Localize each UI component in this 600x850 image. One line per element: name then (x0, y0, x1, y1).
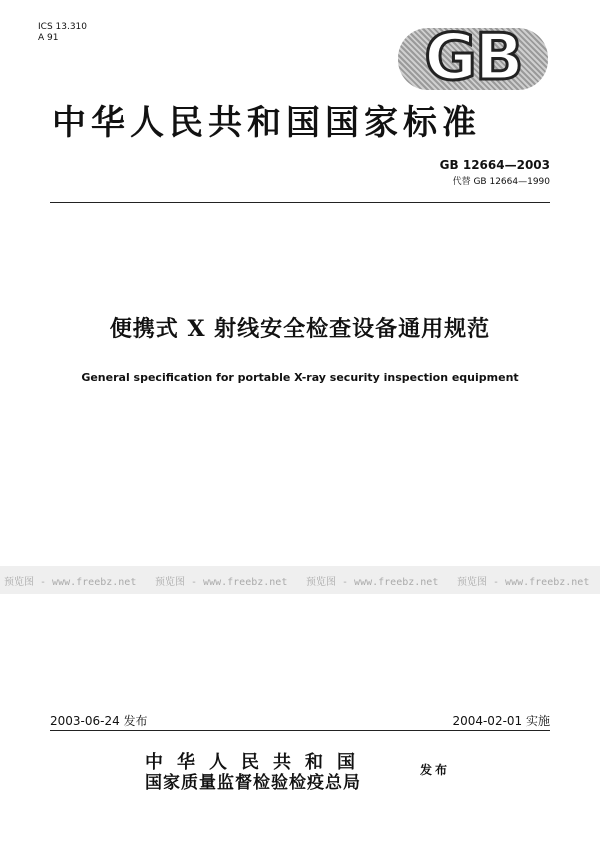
watermark-text: 预览图 - www.freebz.net (306, 577, 439, 588)
issue-date: 2003-06-24 发布 (50, 714, 148, 728)
header-divider (50, 202, 550, 203)
watermark-text: 预览图 - www.freebz.net (4, 577, 137, 588)
document-title-cn: 便携式 X 射线安全检查设备通用规范 (109, 316, 491, 342)
document-title-en: General specification for portable X-ray security inspection equipment (81, 371, 519, 384)
implementation-date: 2004-02-01 实施 (452, 714, 550, 728)
replaced-standard: 代替 GB 12664—1990 (452, 177, 550, 187)
issuer-agency: 国家质量监督检验检疫总局 (145, 773, 361, 793)
gb-logo (398, 22, 548, 94)
issuer-action: 发布 (420, 763, 451, 777)
watermark-text: 预览图 - www.freebz.net (155, 577, 288, 588)
watermark-band (0, 566, 600, 594)
footer-divider (50, 730, 550, 731)
national-standard-title: 中华人民共和国国家标准 (52, 103, 481, 143)
ics-code: ICS 13.310 (38, 22, 88, 32)
issuer-country: 中华人民共和国 (145, 752, 369, 773)
gb-logo-text: GB (424, 21, 522, 95)
ccs-code: A 91 (38, 33, 59, 43)
watermark-text: 预览图 - www.freebz.net (457, 577, 590, 588)
classification-codes (38, 22, 87, 44)
standard-number: GB 12664—2003 (439, 158, 550, 172)
